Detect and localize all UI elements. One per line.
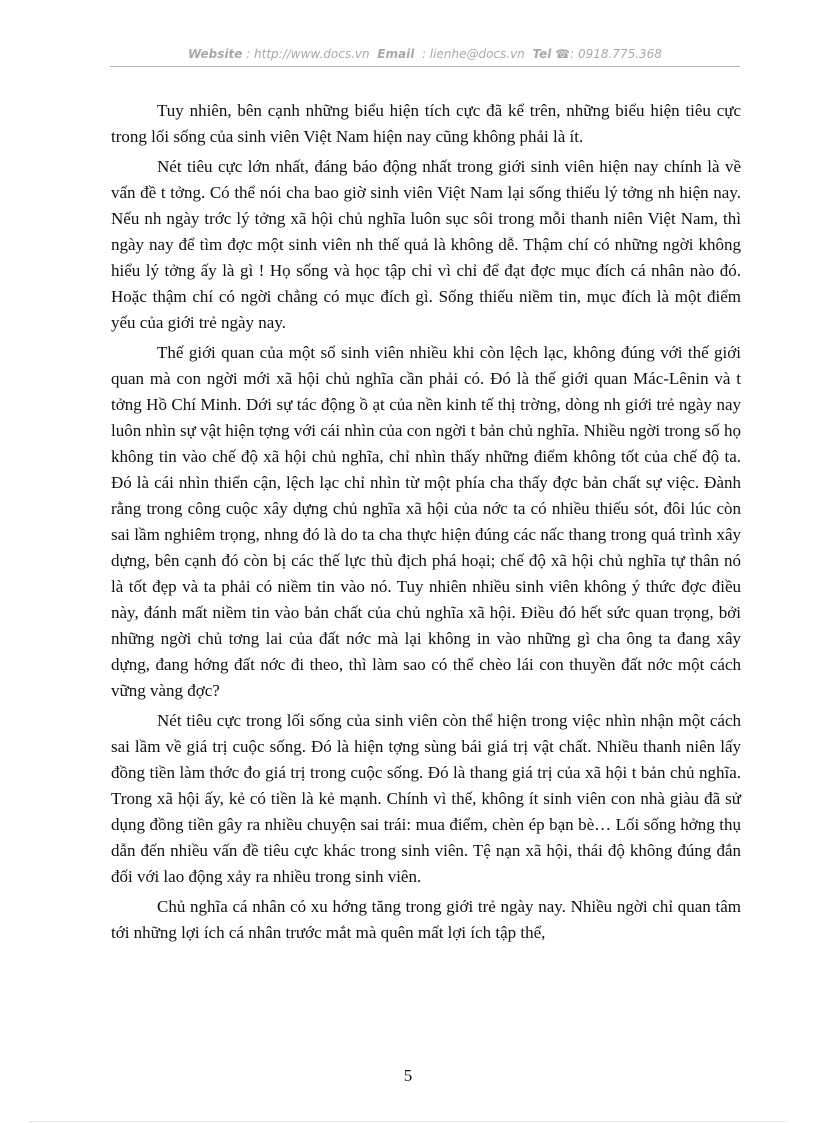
header-divider (110, 66, 740, 67)
email-label: Email (377, 47, 415, 61)
tel-value: : 0918.775.368 (570, 47, 662, 61)
email-value: : lienhe@docs.vn (421, 47, 525, 61)
phone-icon: ☎ (555, 47, 571, 61)
paragraph-3: Thế giới quan của một số sinh viên nhiều khi còn lệch lạc, không đúng với thế giới quan mà con ngời mới xã hội chủ nghĩa cần phải có. Đó là thế giới quan Mác-Lênin và t tởng Hồ Chí Minh. Dới sự tác động ồ ạt của nền kinh tế thị trờng, dòng nh giới trẻ ngày nay luôn nhìn sự vật hiện tợng với cái nhìn của con ngời t bản chủ nghĩa. Nhiều ngời trong số họ không tin vào chế độ xã hội chủ nghĩa, chỉ nhìn thấy những điểm không tốt của chế độ ta. Đó là cái nhìn thiển cận, lệch lạc chỉ nhìn từ một phía cha thấy đợc bản chất sự việc. Đành rằng trong công cuộc xây dựng chủ nghĩa xã hội của nớc ta có nhiều thiếu sót, đôi lúc còn sai lầm nghiêm trọng, nhng đó là do ta cha thực hiện đúng các nấc thang trong quá trình xây dựng, bên cạnh đó còn bị các thế lực thù địch phá hoại; chế độ xã hội chủ nghĩa tự thân nó là tốt đẹp và ta phải có niềm tin vào nó. Tuy nhiên nhiều sinh viên không ý thức đợc điều này, đánh mất niềm tin vào bản chất của chủ nghĩa xã hội. Điều đó hết sức quan trọng, bởi những ngời chủ tơng lai của đất nớc mà lại không in vào những gì cha ông ta đang xây dựng, đang hớng đất nớc đi theo, thì làm sao có thể chèo lái con thuyền đất nớc một cách vững vàng đợc? (111, 343, 741, 700)
document-body (111, 98, 741, 950)
website-value: : http://www.docs.vn (246, 47, 370, 61)
paragraph-2: Nét tiêu cực lớn nhất, đáng báo động nhất trong giới sinh viên hiện nay chính là về vấn đề t tởng. Có thể nói cha bao giờ sinh viên Việt Nam lại sống thiếu lý tởng nh hiện nay. Nếu nh ngày trớc lý tởng xã hội chủ nghĩa luôn sục sôi trong mỗi thanh niên Việt Nam, thì ngày nay để tìm đợc một sinh viên nh thế quả là không dễ. Thậm chí có những ngời không hiểu lý tởng ấy là gì ! Họ sống và học tập chỉ vì chỉ để đạt đợc mục đích cá nhân nào đó. Hoặc thậm chí có ngời chẳng có mục đích gì. Sống thiếu niềm tin, mục đích là một điểm yếu của giới trẻ ngày nay. (111, 157, 741, 332)
paragraph-4: Nét tiêu cực trong lối sống của sinh viên còn thể hiện trong việc nhìn nhận một cách sai lầm về giá trị cuộc sống. Đó là hiện tợng sùng bái giá trị vật chất. Nhiều thanh niên lấy đồng tiền làm thớc đo giá trị trong cuộc sống. Đó là thang giá trị của xã hội t bản chủ nghĩa. Trong xã hội ấy, kẻ có tiền là kẻ mạnh. Chính vì thế, không ít sinh viên con nhà giàu đã sử dụng đồng tiền gây ra nhiều chuyện sai trái: mua điểm, chèn ép bạn bè… Lối sống hởng thụ dẫn đến nhiều vấn đề tiêu cực khác trong sinh viên. Tệ nạn xã hội, thái độ không đúng đắn đối với lao động xảy ra nhiều trong sinh viên. (111, 711, 741, 886)
page-number: 5 (403, 1066, 413, 1085)
tel-label: Tel (532, 47, 552, 61)
paragraph-1: Tuy nhiên, bên cạnh những biểu hiện tích cực đã kể trên, những biểu hiện tiêu cực trong lối sống của sinh viên Việt Nam hiện nay cũng không phải là ít. (111, 101, 741, 146)
website-label: Website (188, 47, 243, 61)
bottom-divider (30, 1121, 786, 1122)
page-header (110, 47, 740, 61)
paragraph-5: Chủ nghĩa cá nhân có xu hớng tăng trong giới trẻ ngày nay. Nhiều ngời chỉ quan tâm tới những lợi ích cá nhân trước mắt mà quên mất lợi ích tập thể, (111, 897, 741, 942)
